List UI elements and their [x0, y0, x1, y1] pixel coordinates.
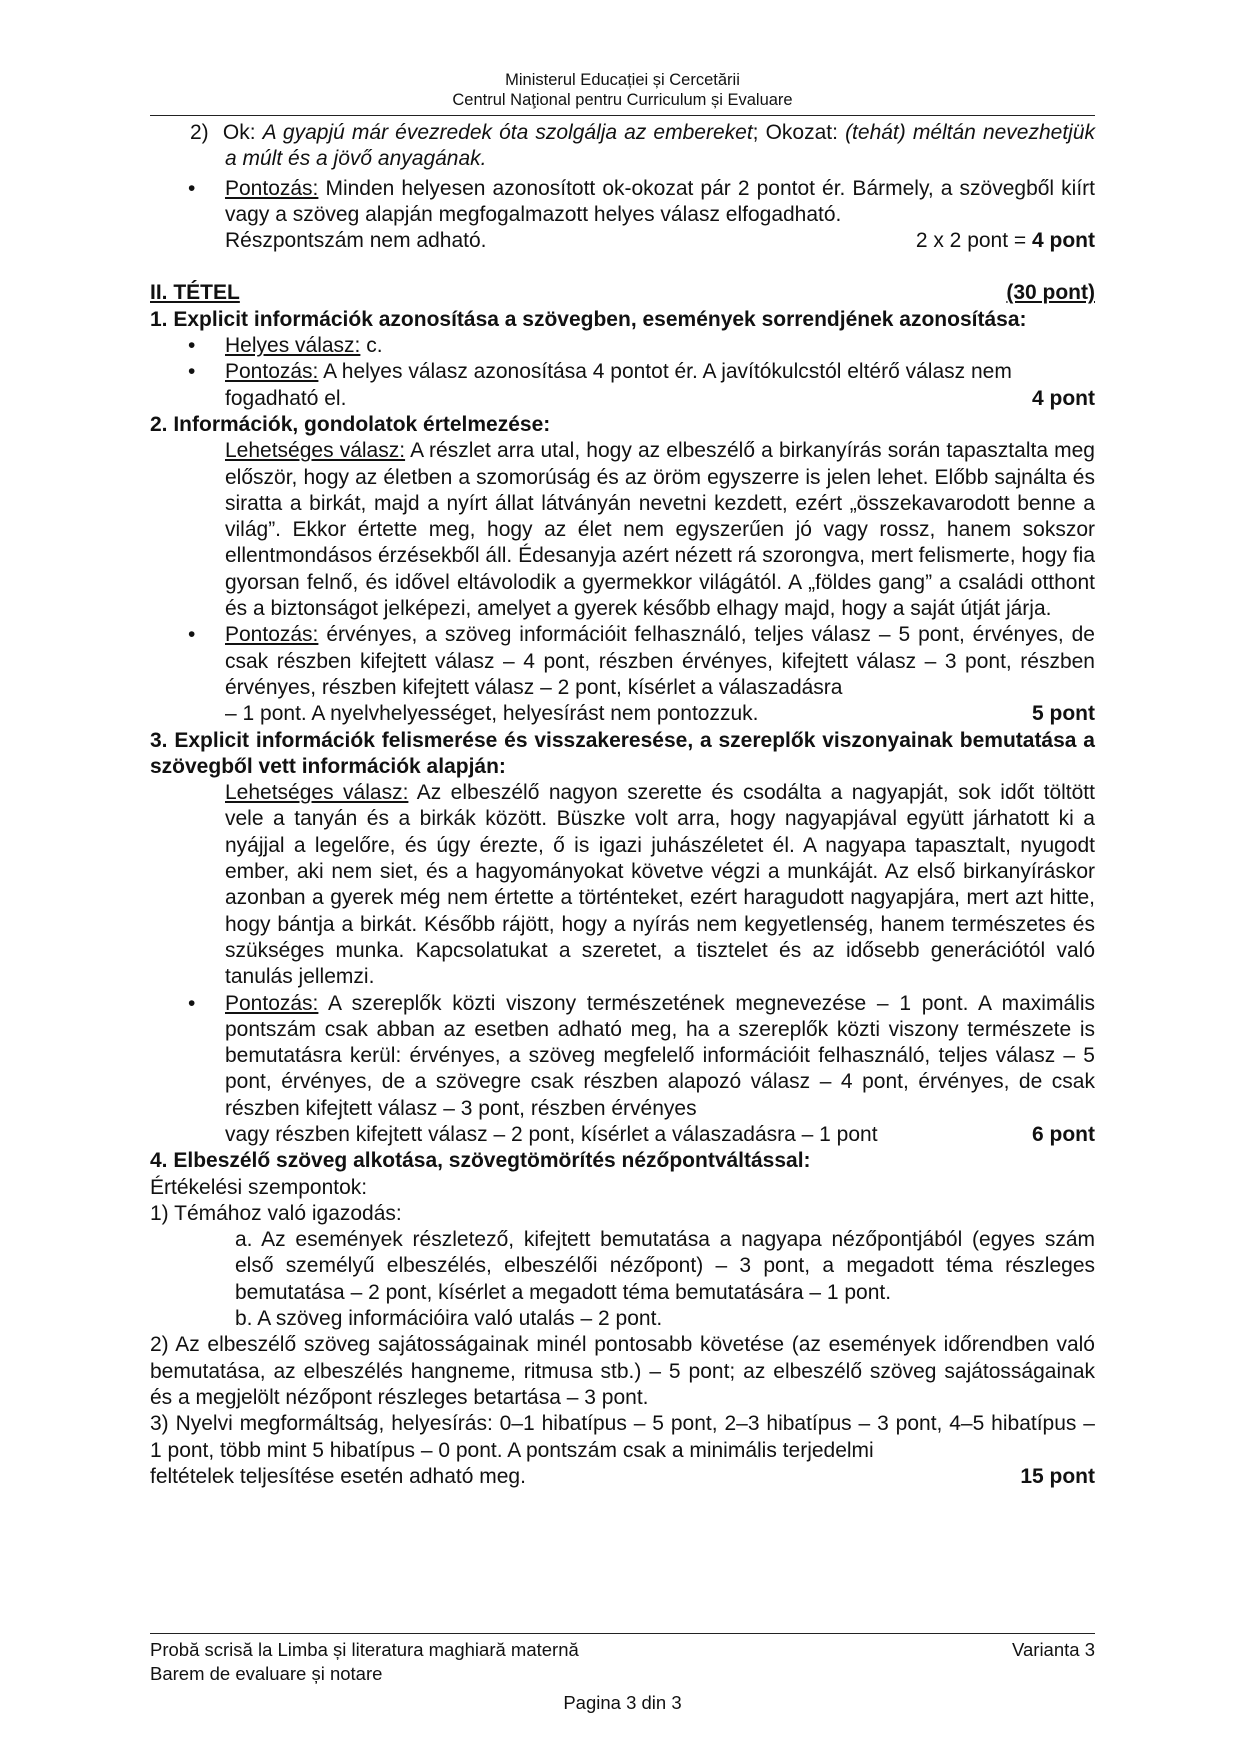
- section-title: [150, 280, 1095, 306]
- q3-title: 3. Explicit információk felismerése és visszakeresése, a szereplők viszonyainak bemutatása a szövegből vett információk alapján:: [150, 728, 1095, 778]
- document-header: [150, 70, 1095, 110]
- q1-scoring: [150, 359, 1095, 412]
- okozat-text: (tehát) méltán nevezhetjük a múlt és a jövő anyagának.: [225, 121, 1096, 171]
- item-number: 2): [190, 121, 209, 144]
- bullet-icon: •: [188, 360, 196, 384]
- answer-label: Helyes válasz:: [225, 334, 361, 358]
- scoring-text: A szereplők közti viszony természetének megnevezése – 1 pont. A maximális pontszám csak abban az esetben adható meg, ha a szereplők közti viszony természete is bemutatásra kerül: érvényes, a szöveg megfelelő információit felhasználó, teljes válasz – 5 pont, érvényes, de a szövegre csak részben alapozó válasz – 4 pont, érvényes, de csak részben kifejtett válasz – 3 pont, részben érvényes: [225, 991, 1095, 1120]
- q4-criterion-1b: b. A szöveg információira való utalás – 2 pont.: [235, 1307, 663, 1331]
- q2-scoring: [150, 622, 1095, 727]
- footer-divider: [150, 1633, 1095, 1634]
- q4-criterion-1a: a. Az események részletező, kifejtett bemutatása a nagyapa nézőpontjából (egyes szám első személyű elbeszélés, elbeszélői nézőpont) – 3 pont, a megadott téma részleges bemutatása – 2 pont, kísérlet a megadott téma bemutatására – 1 pont.: [235, 1228, 1095, 1304]
- answer-label: Lehetséges válasz:: [225, 781, 409, 805]
- scoring-label: Pontozás:: [225, 991, 319, 1015]
- answer-text: Az elbeszélő nagyon szerette és csodálta a nagyapját, sok időt töltött vele a tanyán és a birkák között. Büszke volt arra, hogy nagyapjával együtt járhatott ki a nyájjal a legelőre, és úgy érezte, ő is igazi juhászéletet él. A nagyapa tapasztalt, nyugodt ember, aki nem siet, és a hagyományokat követve végzi a munkáját. Az első birkanyíráskor azonban a gyerek még nem értette a történteket, ezért haragudott nagyapjára, mert azt hitte, hogy bántja a birkát. Később rájött, hogy a nyírás nem kegyetlenség, hanem természetes és szükséges munka. Kapcsolatukat a szeretet, a tisztelet és az idősebb generációtól való tanulás jellemzi.: [225, 781, 1095, 989]
- ok-label: Ok:: [222, 121, 256, 144]
- scoring-last-line: vagy részben kifejtett válasz – 2 pont, kísérlet a válaszadásra – 1 pont: [225, 1122, 878, 1146]
- points-value: 4 pont: [1032, 229, 1095, 253]
- answer-label: Lehetséges válasz:: [225, 439, 406, 463]
- points-value: 4 pont: [1032, 386, 1095, 410]
- q4-criteria-label: Értékelési szempontok:: [150, 1175, 368, 1199]
- scoring-last-line: Részpontszám nem adható.: [225, 229, 487, 253]
- page-number: Pagina 3 din 3: [563, 1692, 682, 1713]
- okozat-label: Okozat:: [765, 121, 838, 144]
- scoring-text: érvényes, a szöveg információit felhasználó, teljes válasz – 5 pont, érvényes, de csak részben kifejtett válasz – 4 pont, részben érvényes, kifejtett válasz – 3 pont, részben érvényes, részben kifejtett válasz – 2 pont, kísérlet a válaszadásra: [225, 623, 1095, 699]
- bullet-icon: •: [188, 334, 196, 358]
- ok-text: A gyapjú már évezredek óta szolgálja az embereket: [262, 121, 753, 144]
- bullet-icon: •: [188, 991, 196, 1015]
- points-value: 5 pont: [1032, 702, 1095, 726]
- points-value: 6 pont: [1032, 1122, 1095, 1146]
- q4-criterion-3: 3) Nyelvi megformáltság, helyesírás: 0–1 hibatípus – 5 pont, 2–3 hibatípus – 3 pont, 4–5 hibatípus – 1 pont, több mint 5 hibatípus – 0 pont. A pontszám csak a minimális terjedelmi: [150, 1412, 1095, 1462]
- q2-answer: [150, 438, 1095, 622]
- answer-text: A részlet arra utal, hogy az elbeszélő a birkanyírás során tapasztalta meg először, hogy az életben a szomorúság és az öröm egyszerre is jelen lehet. Előbb sajnálta és siratta a birkát, majd a nyírt állat látványán nevetni kezdett, ezért „összekavarodott benne a világ”. Ekkor értette meg, hogy az élet nem egyszerűen jó vagy rossz, hanem sokszor ellentmondásos érzésekből áll. Édesanyja azért nézett rá szorongva, mert felismerte, hogy fia gyorsan felnő, és idővel eltávolodik a gyermekkor világától. A „földes gang” a családi otthont és a biztonságot jelképezi, amelyet a gyerek később elhagy majd, hogy a saját útját járja.: [225, 439, 1095, 621]
- answer-text: c.: [366, 334, 383, 358]
- q4-title: 4. Elbeszélő szöveg alkotása, szövegtömörítés nézőpontváltással:: [150, 1149, 811, 1173]
- q4-criterion-3-last: [150, 1464, 1095, 1490]
- scoring-last-line: fogadható el.: [225, 386, 347, 410]
- section-name: II. TÉTEL: [150, 281, 240, 305]
- q3-scoring: [150, 991, 1095, 1149]
- bullet-icon: •: [188, 176, 196, 200]
- q3-answer: [150, 780, 1095, 990]
- q1-title: 1. Explicit információk azonosítása a szövegben, események sorrendjének azonosítása:: [150, 307, 1027, 331]
- section-points: (30 pont): [1006, 281, 1095, 305]
- q4-criterion-2: 2) Az elbeszélő szöveg sajátosságainak minél pontosabb követése (az események időrendben való bemutatása, az elbeszélés hangneme, ritmusa stb.) – 5 pont; az elbeszélő szöveg sajátosságainak és a megjelölt nézőpont részleges betartása – 3 pont.: [150, 1333, 1095, 1409]
- footer-variant: Varianta 3: [1012, 1639, 1095, 1660]
- footer-exam-name: Probă scrisă la Limba și literatura maghiară maternă: [150, 1639, 579, 1660]
- document-footer: [150, 1638, 1095, 1686]
- scoring-text: A helyes válasz azonosítása 4 pontot ér. A javítókulcstól eltérő válasz nem: [323, 360, 1012, 384]
- header-center: Centrul Naţional pentru Curriculum și Evaluare: [452, 91, 793, 109]
- bullet-icon: •: [188, 623, 196, 647]
- q2-title: 2. Információk, gondolatok értelmezése:: [150, 412, 551, 436]
- separator: ;: [752, 121, 759, 144]
- scoring-label: Pontozás:: [225, 176, 319, 200]
- footer-scheme-name: Barem de evaluare și notare: [150, 1663, 383, 1684]
- header-ministry: Ministerul Educației și Cercetării: [505, 71, 740, 89]
- document-body: [150, 120, 1095, 1490]
- points-value: 15 pont: [1020, 1464, 1095, 1488]
- header-divider: [150, 115, 1095, 116]
- criterion-last-line: feltételek teljesítése esetén adható meg.: [150, 1464, 526, 1488]
- intro-scoring: [150, 176, 1095, 255]
- scoring-label: Pontozás:: [225, 360, 319, 384]
- q1-answer: [150, 333, 1095, 359]
- scoring-last-line: – 1 pont. A nyelvhelyességet, helyesírást nem pontozzuk.: [225, 702, 759, 726]
- scoring-label: Pontozás:: [225, 623, 319, 647]
- scoring-formula: 2 x 2 pont =: [915, 229, 1032, 253]
- q4-criterion-1: 1) Témához való igazodás:: [150, 1201, 402, 1225]
- intro-item-2: [150, 120, 1095, 173]
- scoring-text: Minden helyesen azonosított ok-okozat pár 2 pontot ér. Bármely, a szövegből kiírt vagy a szöveg alapján megfogalmazott helyes válasz elfogadható.: [225, 176, 1095, 226]
